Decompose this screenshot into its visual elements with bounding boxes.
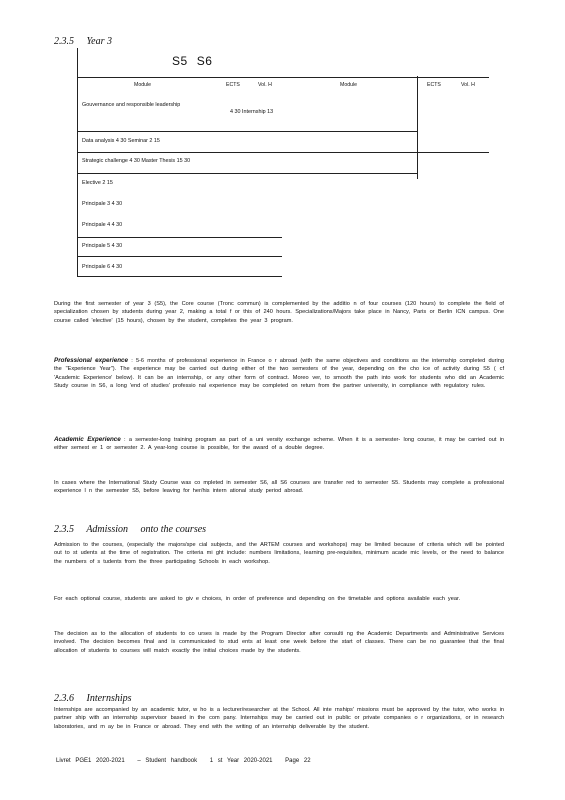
admission-title-a: Admission bbox=[86, 524, 128, 535]
footer-handbook: – Student handbook bbox=[137, 758, 198, 764]
paragraph-internships: Internships are accompanied by an academic tutor, w ho is a lecturer/researcher at the School. All inte rnships' missions must be approved by the tutor, who works in partner ship with an internship supervisor based in the com pany. Internships may be carried out in public or private companies o r organizations, or in research laboratories, and m ay be in France or abroad. They end with the writing of an internship deliverable by the student. bbox=[54, 707, 504, 730]
table-rule-1 bbox=[77, 131, 417, 132]
admission-heading bbox=[54, 524, 206, 535]
internships-title: Internships bbox=[86, 693, 132, 704]
section-number: 2.3.5 bbox=[54, 36, 74, 47]
admission-title-b: onto the courses bbox=[140, 524, 207, 535]
academic-experience-text: : a semester-long training program as part of a uni versity exchange scheme. When it is a semester- long course, it may be carried out in either semest er 1 or semester 2. A year-long course is possible, for the award of a double degree. bbox=[54, 437, 504, 452]
table-rule-5 bbox=[77, 256, 282, 257]
semester-s5: S5 bbox=[172, 54, 188, 68]
table-rule-2 bbox=[77, 152, 489, 153]
professional-experience-label: Professional experience bbox=[54, 357, 129, 364]
table-row-strategic-challenge: Strategic challenge 4 30 Master Thesis 15 30 bbox=[82, 158, 191, 164]
section-title: Year 3 bbox=[86, 36, 112, 47]
table-rule-4 bbox=[77, 237, 282, 238]
internships-heading bbox=[54, 693, 132, 704]
table-row-principale-4: Principale 4 4 30 bbox=[82, 222, 123, 228]
admission-number: 2.3.5 bbox=[54, 524, 74, 535]
table-row-data-analysis: Data analysis 4 30 Seminar 2 15 bbox=[82, 138, 160, 144]
table-row-principale-3: Principale 3 4 30 bbox=[82, 201, 123, 207]
footer-page-label: Page bbox=[285, 758, 300, 764]
table-row-gouvernance-values: 4 30 Internship 13 bbox=[230, 109, 274, 115]
header-module-right: Module bbox=[340, 82, 358, 88]
semester-s6: S6 bbox=[196, 54, 213, 68]
paragraph-optional-courses: For each optional course, students are asked to giv e choices, in order of preference and depending on the timetable and options available each year. bbox=[54, 596, 461, 602]
header-module-left: Module bbox=[134, 82, 152, 88]
semester-title bbox=[172, 54, 221, 68]
header-ects-right: ECTS bbox=[427, 82, 441, 88]
table-row-principale-5: Principale 5 4 30 bbox=[82, 243, 123, 249]
academic-experience-label: Academic Experience bbox=[54, 436, 121, 443]
page-footer bbox=[56, 758, 311, 764]
table-row-gouvernance: Gouvernance and responsible leadership bbox=[82, 102, 181, 108]
paragraph-allocation: The decision as to the allocation of students to co urses is made by the Program Director after consulti ng the Academic Departments and Administrative Services involved. The decision becomes final and is communicated to stud ents at least one week before the start of classes. There can be no guarantee that the final allocation of students to courses will match exactly the initial choices made by the students. bbox=[54, 631, 504, 654]
paragraph-professional-experience bbox=[54, 357, 504, 390]
table-left-border bbox=[77, 48, 78, 276]
table-rule-3 bbox=[77, 173, 417, 174]
header-ects-left: ECTS bbox=[226, 82, 240, 88]
table-row-elective: Elective 2 15 bbox=[82, 180, 113, 186]
internships-number: 2.3.6 bbox=[54, 693, 74, 704]
header-volh-right: Vol. H bbox=[461, 82, 475, 88]
footer-page-number: 22 bbox=[303, 758, 311, 764]
table-row-principale-6: Principale 6 4 30 bbox=[82, 264, 123, 270]
header-volh-left: Vol. H bbox=[258, 82, 272, 88]
professional-experience-text: : 5-6 months of professional experience in France o r abroad (with the same objectives and conditions as the internship completed during the "Experience Year"). The experience may be carried out during either of the two semesters of the year, depending on the cho ice of activity during S5 ( cf 'Academic Experience' below). It can be an internship, or any other form of contract. Moreo ver, to smooth the path into work for students who did an Academic Study course in S6, a long 'end of studies' professio nal experience may be completed on return from the partner university, in compliance with regulatory rules. bbox=[54, 358, 504, 389]
table-header-rule bbox=[77, 77, 489, 78]
paragraph-year3-intro: During the first semester of year 3 (S5), the Core course (Tronc commun) is complemented by the additio n of four courses (120 hours) to complete the field of specialization chosen by students during year 2, making a total f or this of 240 hours. Specializations/Majors take place in Nancy, Paris or Berlin ICN campus. One course called 'elective' (15 hours), chosen by the student, completes the year 3 program. bbox=[54, 301, 504, 324]
section-heading bbox=[54, 36, 112, 47]
table-right-border bbox=[417, 76, 418, 179]
paragraph-admission: Admission to the courses, (especially the majors/spe cial subjects, and the ARTEM courses and workshops) may be limited because of criteria which will be pointed out to st udents at the time of registration. The criteria mi ght include: numbers limitations, learning pre-requisites, minimum acade mic levels, or the need to balance the numbers of s tudents from the three participating Schools in each workshop. bbox=[54, 542, 504, 565]
footer-left: Livret PGE1 2020-2021 bbox=[56, 758, 125, 764]
paragraph-academic-experience bbox=[54, 436, 504, 453]
paragraph-international-study: In cases where the International Study Course was co mpleted in semester S6, all S6 courses are transfer red to semester S5. Students may complete a professional experience I n the semester S5, before leaving for her/his intern ational study period abroad. bbox=[54, 480, 504, 495]
footer-year: 1 st Year 2020-2021 bbox=[209, 758, 273, 764]
table-rule-6 bbox=[77, 276, 282, 277]
